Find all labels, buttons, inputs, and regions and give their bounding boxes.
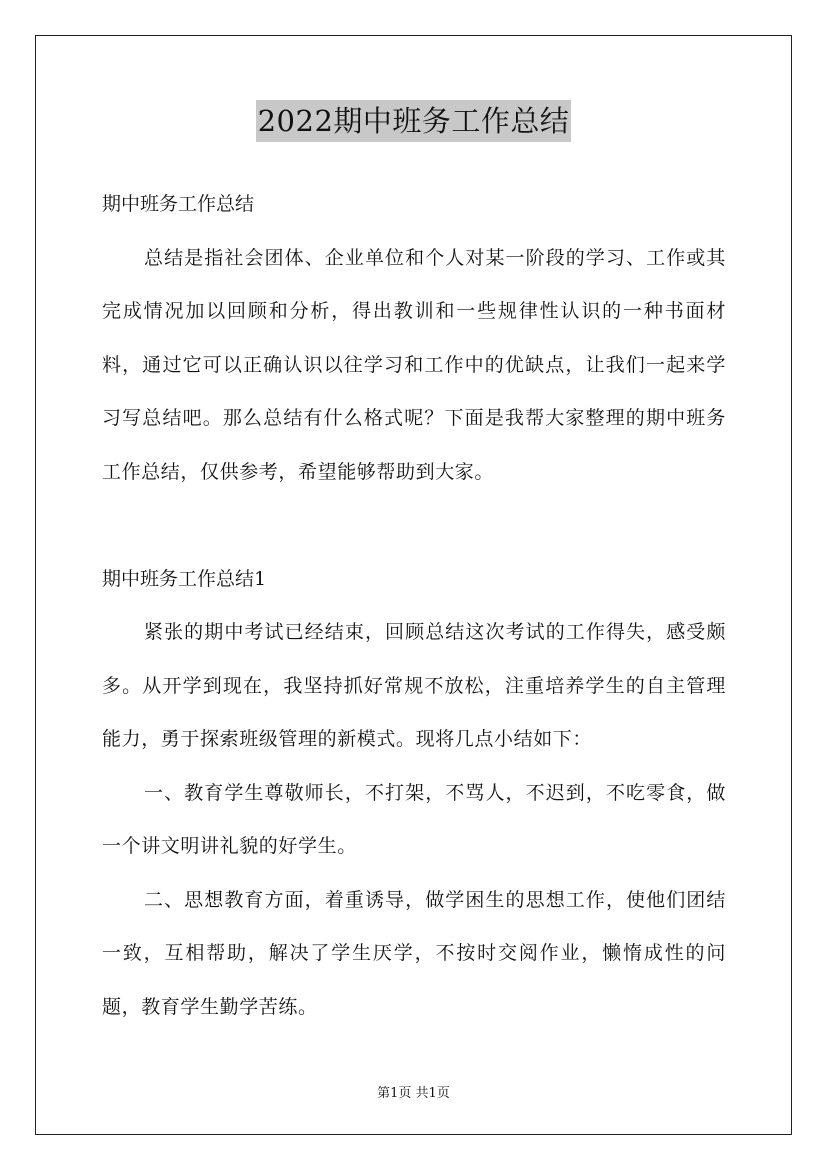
intro-paragraph: 总结是指社会团体、企业单位和个人对某一阶段的学习、工作或其完成情况加以回顾和分析，得出教训和一些规律性认识的一种书面材料，通过它可以正确认识以往学习和工作中的优缺点，让我们一起来学习写总结吧。那么总结有什么格式呢？下面是我帮大家整理的期中班务工作总结，仅供参考，希望能够帮助到大家。 (102, 246, 726, 483)
document-body (102, 178, 726, 1034)
page-footer: 第1页 共1页 (377, 1086, 450, 1101)
intro-heading: 期中班务工作总结 (102, 193, 255, 215)
body-paragraph: 一、教育学生尊敬师长，不打架，不骂人，不迟到，不吃零食，做一个讲文明讲礼貌的好学生。 (102, 781, 726, 857)
body-paragraph: 紧张的期中考试已经结束，回顾总结这次考试的工作得失，感受颇多。从开学到现在，我坚持抓好常规不放松，注重培养学生的自主管理能力，勇于探索班级管理的新模式。现将几点小结如下： (102, 621, 726, 750)
body-paragraph: 二、思想教育方面，着重诱导，做学困生的思想工作，使他们团结一致，互相帮助，解决了学生厌学，不按时交阅作业，懒惰成性的问题，教育学生勤学苦练。 (102, 888, 726, 1018)
document-title: 2022期中班务工作总结 (256, 100, 572, 142)
title-container (0, 100, 827, 142)
section-heading: 期中班务工作总结1 (102, 567, 267, 590)
section-gap (102, 499, 726, 553)
